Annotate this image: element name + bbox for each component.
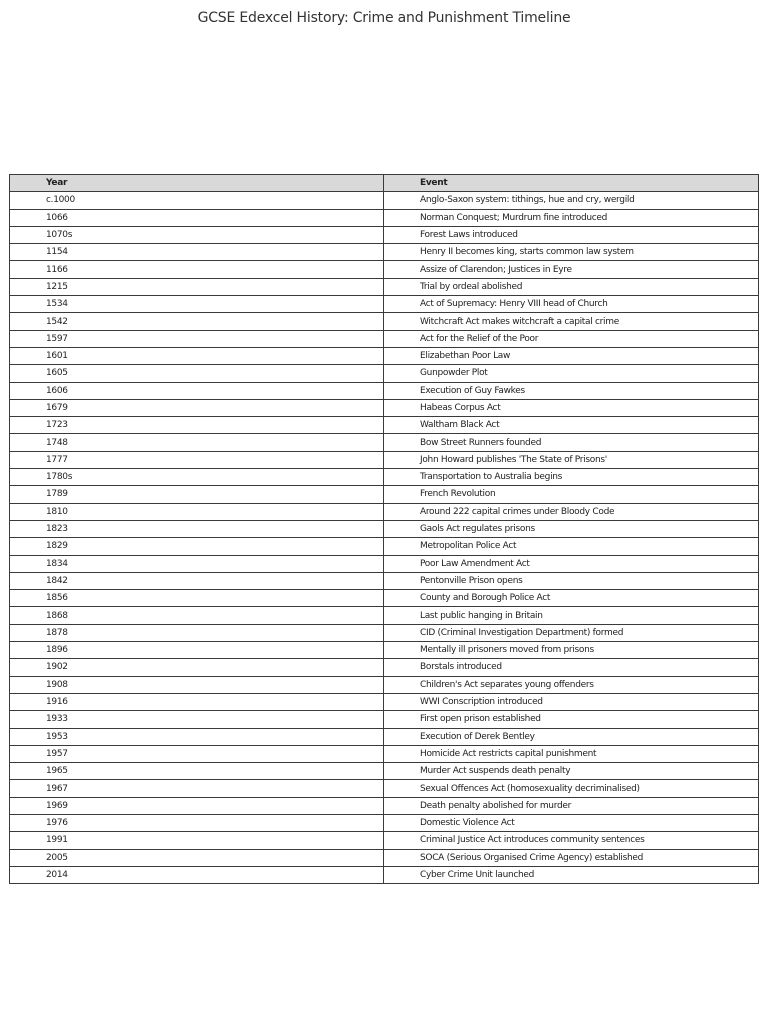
year-cell: 2005: [10, 849, 384, 866]
table-row: [10, 832, 759, 849]
year-cell: 1606: [10, 382, 384, 399]
year-cell: 1868: [10, 607, 384, 624]
event-cell: Norman Conquest; Murdrum fine introduced: [384, 209, 759, 226]
year-cell: 1215: [10, 278, 384, 295]
year-cell: 1777: [10, 451, 384, 468]
page-title: GCSE Edexcel History: Crime and Punishment Timeline: [197, 10, 571, 26]
event-cell: Sexual Offences Act (homosexuality decriminalised): [384, 780, 759, 797]
table-row: [10, 607, 759, 624]
year-cell: 1780s: [10, 469, 384, 486]
year-cell: 1969: [10, 797, 384, 814]
year-cell: 1597: [10, 330, 384, 347]
table-row: [10, 296, 759, 313]
table-body: [10, 192, 759, 884]
event-cell: First open prison established: [384, 711, 759, 728]
event-cell: Pentonville Prison opens: [384, 572, 759, 589]
event-cell: Habeas Corpus Act: [384, 399, 759, 416]
event-cell: Cyber Crime Unit launched: [384, 866, 759, 883]
year-cell: 1896: [10, 642, 384, 659]
table-row: [10, 434, 759, 451]
table-header: [10, 175, 759, 192]
event-cell: Execution of Guy Fawkes: [384, 382, 759, 399]
event-cell: Around 222 capital crimes under Bloody Code: [384, 503, 759, 520]
year-cell: 1605: [10, 365, 384, 382]
year-cell: 1976: [10, 814, 384, 831]
table-row: [10, 399, 759, 416]
table-row: [10, 209, 759, 226]
event-cell: Assize of Clarendon; Justices in Eyre: [384, 261, 759, 278]
year-cell: 1601: [10, 347, 384, 364]
event-cell: Gaols Act regulates prisons: [384, 520, 759, 537]
table-row: [10, 520, 759, 537]
year-cell: 1953: [10, 728, 384, 745]
table-row: [10, 486, 759, 503]
event-cell: Forest Laws introduced: [384, 226, 759, 243]
timeline-table: [9, 174, 759, 884]
event-cell: Poor Law Amendment Act: [384, 555, 759, 572]
year-cell: 1534: [10, 296, 384, 313]
year-cell: 2014: [10, 866, 384, 883]
table-row: [10, 763, 759, 780]
table-row: [10, 278, 759, 295]
event-cell: Execution of Derek Bentley: [384, 728, 759, 745]
table-row: [10, 693, 759, 710]
year-cell: 1933: [10, 711, 384, 728]
year-cell: 1723: [10, 417, 384, 434]
year-cell: 1748: [10, 434, 384, 451]
event-cell: French Revolution: [384, 486, 759, 503]
year-cell: 1070s: [10, 226, 384, 243]
year-cell: 1991: [10, 832, 384, 849]
year-cell: c.1000: [10, 192, 384, 209]
table-row: [10, 728, 759, 745]
event-cell: Transportation to Australia begins: [384, 469, 759, 486]
table-row: [10, 797, 759, 814]
event-cell: Act for the Relief of the Poor: [384, 330, 759, 347]
event-cell: Waltham Black Act: [384, 417, 759, 434]
year-cell: 1066: [10, 209, 384, 226]
event-cell: Anglo-Saxon system: tithings, hue and cry, wergild: [384, 192, 759, 209]
event-cell: Gunpowder Plot: [384, 365, 759, 382]
event-cell: Criminal Justice Act introduces community sentences: [384, 832, 759, 849]
year-cell: 1856: [10, 590, 384, 607]
table-row: [10, 711, 759, 728]
year-cell: 1842: [10, 572, 384, 589]
event-cell: Henry II becomes king, starts common law system: [384, 244, 759, 261]
table-row: [10, 814, 759, 831]
event-cell: Witchcraft Act makes witchcraft a capital crime: [384, 313, 759, 330]
year-cell: 1965: [10, 763, 384, 780]
year-cell: 1957: [10, 745, 384, 762]
year-cell: 1166: [10, 261, 384, 278]
year-cell: 1878: [10, 624, 384, 641]
table-row: [10, 624, 759, 641]
table-row: [10, 417, 759, 434]
table-row: [10, 365, 759, 382]
year-cell: 1967: [10, 780, 384, 797]
table-row: [10, 849, 759, 866]
table-row: [10, 555, 759, 572]
table-row: [10, 590, 759, 607]
year-cell: 1902: [10, 659, 384, 676]
table-row: [10, 659, 759, 676]
event-cell: WWI Conscription introduced: [384, 693, 759, 710]
table-row: [10, 313, 759, 330]
year-cell: 1154: [10, 244, 384, 261]
event-cell: SOCA (Serious Organised Crime Agency) established: [384, 849, 759, 866]
table-row: [10, 866, 759, 883]
year-cell: 1810: [10, 503, 384, 520]
year-column-header: Year: [10, 175, 384, 192]
table-row: [10, 469, 759, 486]
year-cell: 1823: [10, 520, 384, 537]
table-row: [10, 538, 759, 555]
year-cell: 1679: [10, 399, 384, 416]
year-cell: 1834: [10, 555, 384, 572]
event-cell: John Howard publishes 'The State of Prisons': [384, 451, 759, 468]
table-header-row: [10, 175, 759, 192]
table-row: [10, 676, 759, 693]
event-cell: Borstals introduced: [384, 659, 759, 676]
event-cell: Elizabethan Poor Law: [384, 347, 759, 364]
year-cell: 1916: [10, 693, 384, 710]
event-column-header: Event: [384, 175, 759, 192]
table-row: [10, 780, 759, 797]
event-cell: Mentally ill prisoners moved from prisons: [384, 642, 759, 659]
table-row: [10, 347, 759, 364]
year-cell: 1789: [10, 486, 384, 503]
table-row: [10, 261, 759, 278]
event-cell: Metropolitan Police Act: [384, 538, 759, 555]
year-cell: 1542: [10, 313, 384, 330]
table-row: [10, 226, 759, 243]
event-cell: Act of Supremacy: Henry VIII head of Church: [384, 296, 759, 313]
event-cell: Last public hanging in Britain: [384, 607, 759, 624]
year-cell: 1829: [10, 538, 384, 555]
event-cell: Trial by ordeal abolished: [384, 278, 759, 295]
event-cell: Death penalty abolished for murder: [384, 797, 759, 814]
table-row: [10, 192, 759, 209]
table-row: [10, 642, 759, 659]
table-row: [10, 244, 759, 261]
event-cell: County and Borough Police Act: [384, 590, 759, 607]
table-row: [10, 745, 759, 762]
event-cell: Bow Street Runners founded: [384, 434, 759, 451]
event-cell: Homicide Act restricts capital punishment: [384, 745, 759, 762]
event-cell: Domestic Violence Act: [384, 814, 759, 831]
year-cell: 1908: [10, 676, 384, 693]
event-cell: CID (Criminal Investigation Department) formed: [384, 624, 759, 641]
table-row: [10, 503, 759, 520]
table-row: [10, 451, 759, 468]
table-row: [10, 330, 759, 347]
table-row: [10, 382, 759, 399]
event-cell: Children's Act separates young offenders: [384, 676, 759, 693]
table-row: [10, 572, 759, 589]
event-cell: Murder Act suspends death penalty: [384, 763, 759, 780]
